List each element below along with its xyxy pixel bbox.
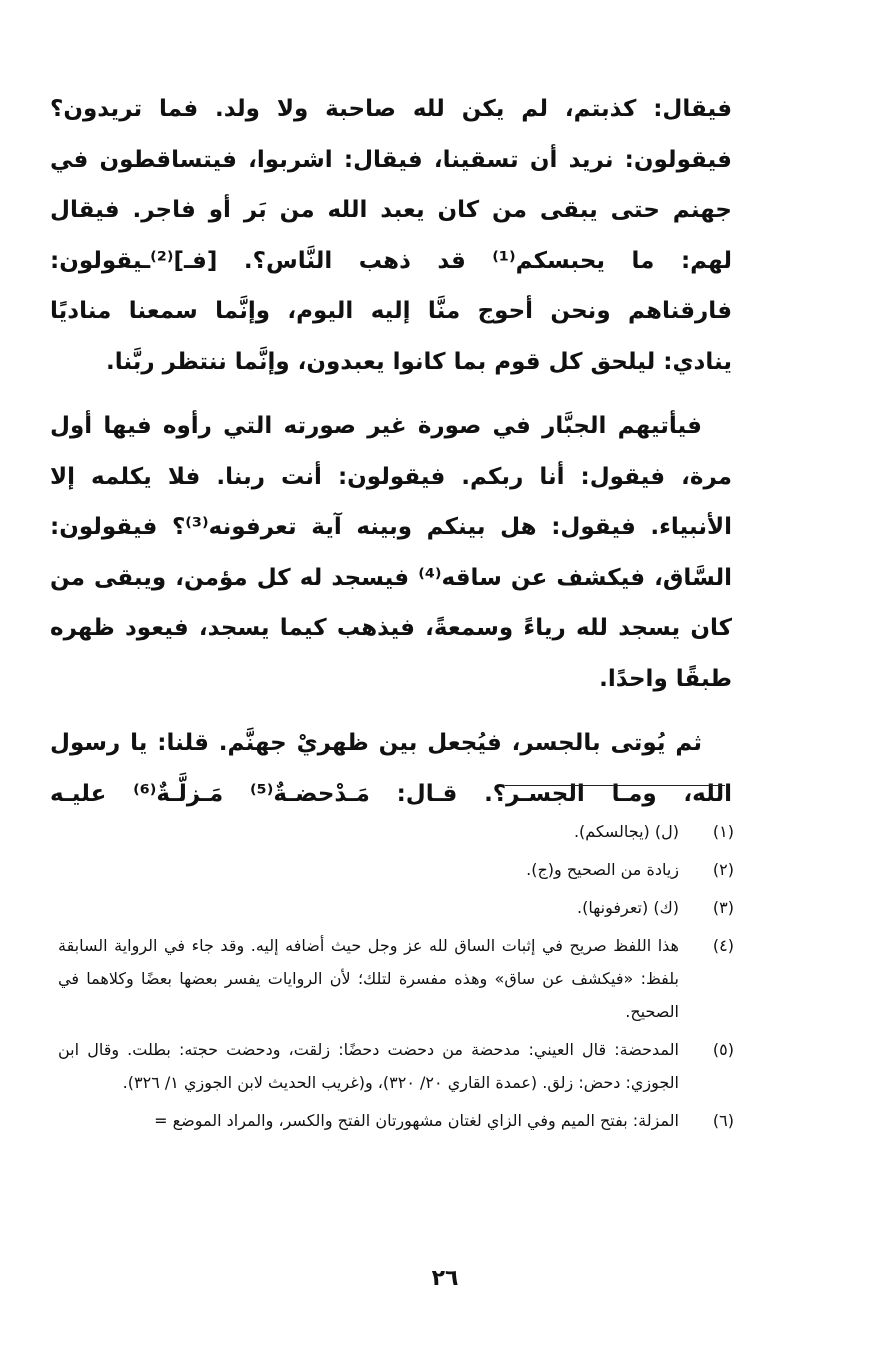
main-text xyxy=(50,84,732,833)
footnote-text: زيادة من الصحيح و(ج). xyxy=(526,860,679,879)
footnote-3 xyxy=(58,891,734,924)
footnote-number: (٥) xyxy=(712,1040,734,1059)
footnote-text: هذا اللفظ صريح في إثبات الساق لله عز وجل حيث أضافه إليه. وقد جاء في الرواية السابقة بلفظ: «فيكشف عن ساق» وهذه مفسرة لتلك؛ لأن الروايات يفسر بعضها بعضًا وكلاهما في الصحيح. xyxy=(58,936,679,1021)
footnote-number: (٢) xyxy=(712,860,734,879)
footnote-2 xyxy=(58,853,734,886)
footnote-text: (ل) (يجالسكم). xyxy=(573,822,679,841)
footnote-text: (ك) (تعرفونها). xyxy=(577,898,679,917)
page-number: ٢٦ xyxy=(431,1266,459,1291)
footnote-6 xyxy=(58,1104,734,1137)
paragraph-3: ثم يُوتى بالجسر، فيُجعل بين ظهريْ جهنَّم. قلنا: يا رسول الله، ومـا الجسـر؟. قـال: مَـدْحضـةٌ⁽⁵⁾ مَـزلَّـةٌ⁽⁶⁾ عليـه xyxy=(50,730,732,807)
footnote-text: المدحضة: قال العيني: مدحضة من دحضت دحضًا: زلقت، ودحضت حجته: بطلت. وقال ابن الجوزي: دحض: زلق. (عمدة القاري ٢٠/ ٣٢٠)، و(غريب الحديث لابن الجوزي ١/ ٣٢٦). xyxy=(58,1040,679,1092)
footnote-1 xyxy=(58,815,734,848)
paragraph-1: فيقال: كذبتم، لم يكن لله صاحبة ولا ولد. فما تريدون؟ فيقولون: نريد أن تسقينا، فيقال: اشربوا، فيتساقطون في جهنم حتى يبقى من كان يعبد الله من بَر أو فاجر. فيقال لهم: ما يحبسكم⁽¹⁾ قد ذهب النَّاس؟. [فـ]⁽²⁾ـيقولون: فارقناهم ونحن أحوج منَّا إليه اليوم، وإنَّما سمعنا مناديًا ينادي: ليلحق كل قوم بما كانوا يعبدون، وإنَّما ننتظر ربَّنا. xyxy=(50,96,732,375)
footnote-number: (١) xyxy=(712,822,734,841)
footnote-separator xyxy=(505,785,725,786)
footnote-5 xyxy=(58,1033,734,1099)
footnote-number: (٣) xyxy=(712,898,734,917)
footnote-number: (٦) xyxy=(712,1111,734,1130)
paragraph-2: فيأتيهم الجبَّار في صورة غير صورته التي رأوه فيها أول مرة، فيقول: أنا ربكم. فيقولون: أنت ربنا. فلا يكلمه إلا الأنبياء. فيقول: هل بينكم وبينه آية تعرفونه⁽³⁾؟ فيقولون: السَّاق، فيكشف عن ساقه⁽⁴⁾ فيسجد له كل مؤمن، ويبقى من كان يسجد لله رياءً وسمعةً، فيذهب كيما يسجد، فيعود ظهره طبقًا واحدًا. xyxy=(50,413,732,692)
footnote-text: المزلة: بفتح الميم وفي الزاي لغتان مشهورتان الفتح والكسر، والمراد الموضع = xyxy=(154,1111,679,1130)
footnote-number: (٤) xyxy=(712,936,734,955)
footnote-4 xyxy=(58,929,734,1028)
footnotes xyxy=(58,815,734,1142)
